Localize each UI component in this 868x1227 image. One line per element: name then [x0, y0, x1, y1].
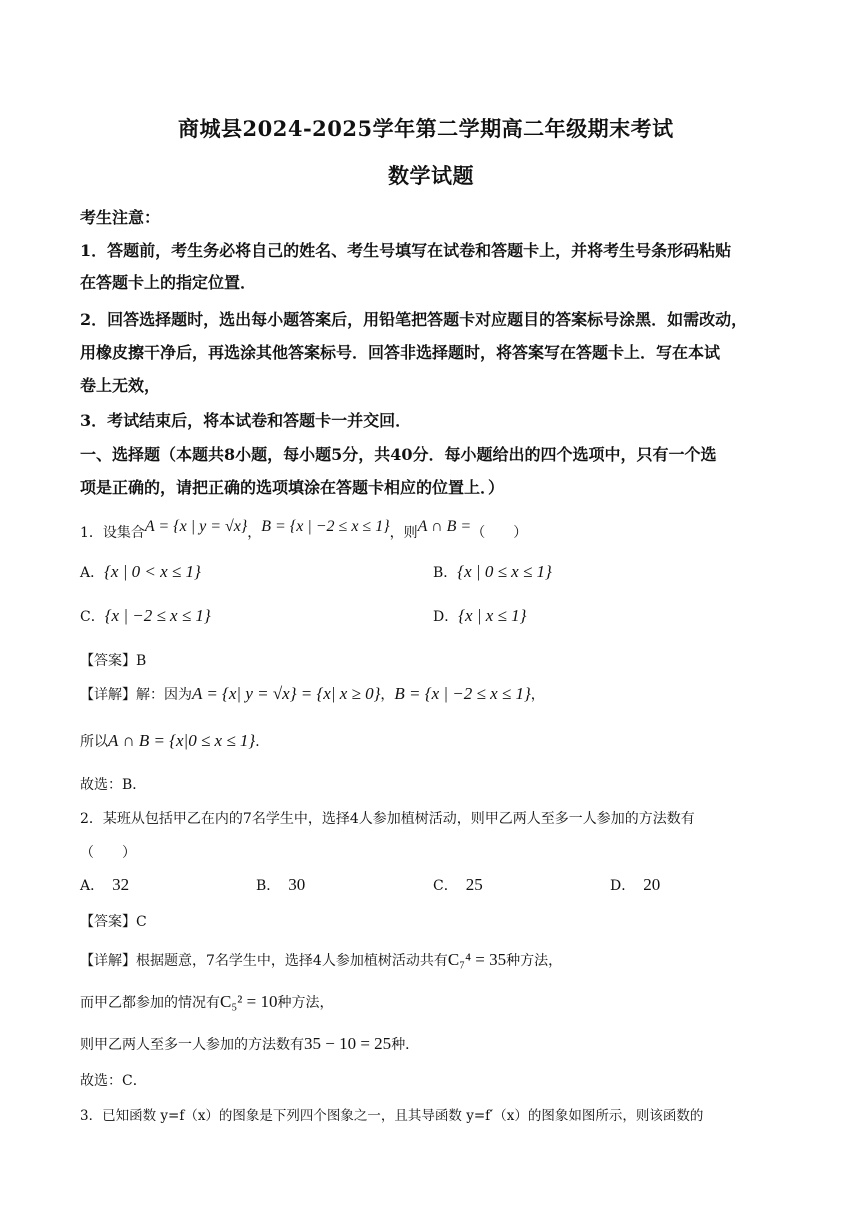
notice-item-1-line-2: 在答题卡上的指定位置．	[80, 273, 257, 292]
q2-stem-line-2: （ ）	[80, 845, 136, 861]
q3-stem-line-1: 3．已知函数 y=f（x）的图象是下列四个图象之一，且其导函数 y=f′（x）的图象如图所示，则该函数的	[80, 1108, 704, 1124]
q2-choice: 故选：C．	[80, 1073, 147, 1089]
q1-prefix: 1．设集合	[80, 525, 145, 541]
exam-subtitle: 数学试题	[388, 163, 474, 188]
notice-item-2-line-2: 用橡皮擦干净后，再选涂其他答案标号．回答非选择题时，将答案写在答题卡上．写在本试	[80, 343, 721, 362]
section-1-heading-line-1: 一、选择题（本题共8小题，每小题5分，共40分．每小题给出的四个选项中，只有一个选	[80, 445, 717, 464]
q1-option-b	[433, 562, 552, 582]
q2-detail-1	[80, 950, 562, 970]
q2-option-c-value: 25	[465, 875, 483, 894]
q2-option-a-label: A．	[80, 878, 105, 894]
q1-answer: 【答案】B	[80, 653, 147, 669]
q1-detail-set-a: A = {x| y = √x} = {x| x ≥ 0}	[192, 684, 381, 703]
notice-item-1-line-1: 1．答题前，考生务必将自己的姓名、考生号填写在试卷和答题卡上，并将考生号条形码粘贴	[80, 241, 732, 260]
q1-detail-set-b: B = {x | −2 ≤ x ≤ 1}	[394, 684, 531, 703]
q2-option-d-value: 20	[643, 875, 661, 894]
q1-detail	[80, 684, 545, 704]
q1-stem	[80, 518, 528, 542]
q1-option-d-value: {x | x ≤ 1}	[458, 606, 527, 625]
q2-detail-3	[80, 1034, 419, 1054]
section-1-heading-line-2: 项是正确的，请把正确的选项填涂在答题卡相应的位置上．）	[80, 478, 505, 497]
q1-detail-end: ，	[530, 687, 545, 703]
q1-sep: ，	[247, 525, 262, 541]
q2-detail-2-expr: C₅² = 10	[220, 992, 278, 1011]
q1-set-b: B = {x | −2 ≤ x ≤ 1}	[261, 518, 390, 535]
q1-option-c-value: {x | −2 ≤ x ≤ 1}	[104, 606, 211, 625]
q2-option-a-value: 32	[112, 875, 130, 894]
notice-item-2-line-1: 2．回答选择题时，选出每小题答案后，用铅笔把答题卡对应题目的答案标号涂黑．如需改动，	[80, 310, 748, 329]
q1-option-c	[80, 606, 211, 626]
q2-answer: 【答案】C	[80, 914, 147, 930]
q1-so-end: ．	[255, 734, 270, 750]
q1-option-b-label: B．	[433, 565, 458, 581]
q1-option-a-label: A．	[80, 565, 105, 581]
q1-option-c-label: C．	[80, 609, 105, 625]
q2-option-c	[433, 875, 483, 895]
q2-option-d	[610, 875, 660, 895]
q1-option-a	[80, 562, 201, 582]
q1-conclusion	[80, 731, 269, 751]
q1-so-prefix: 所以	[80, 734, 108, 750]
q1-option-a-value: {x | 0 < x ≤ 1}	[104, 562, 201, 581]
notice-item-3: 3．考试结束后，将本试卷和答题卡一并交回．	[80, 411, 412, 430]
notice-heading: 考生注意：	[80, 208, 161, 227]
q1-option-b-value: {x | 0 ≤ x ≤ 1}	[457, 562, 552, 581]
q2-option-b-label: B．	[256, 878, 281, 894]
q2-option-a	[80, 875, 129, 895]
q2-detail-2	[80, 992, 333, 1012]
q2-detail-2-end: 种方法，	[277, 995, 334, 1011]
q1-expr: A ∩ B =	[417, 518, 472, 535]
q2-option-b	[256, 875, 305, 895]
q1-choice: 故选：B．	[80, 777, 147, 793]
q2-detail-3-expr: 35 − 10 = 25	[304, 1034, 392, 1053]
q2-option-c-label: C．	[433, 878, 458, 894]
notice-item-2-line-3: 卷上无效，	[80, 376, 161, 395]
q2-detail-3-prefix: 则甲乙两人至多一人参加的方法数有	[80, 1037, 304, 1053]
q2-detail-3-end: 种．	[391, 1037, 420, 1053]
q1-option-d	[433, 606, 526, 626]
exam-title: 商城县2024-2025学年第二学期高二年级期末考试	[178, 116, 674, 141]
q1-detail-prefix: 【详解】解：因为	[80, 687, 192, 703]
q2-detail-2-prefix: 而甲乙都参加的情况有	[80, 995, 220, 1011]
q1-paren: （ ）	[471, 525, 528, 541]
q2-stem-line-1: 2．某班从包括甲乙在内的7名学生中，选择4人参加植树活动，则甲乙两人至多一人参加的方法数有	[80, 811, 695, 827]
q1-so-expr: A ∩ B = {x|0 ≤ x ≤ 1}	[108, 731, 256, 750]
q2-option-d-label: D．	[610, 878, 636, 894]
q2-detail-1-end: 种方法，	[506, 953, 563, 969]
q1-option-d-label: D．	[433, 609, 459, 625]
q1-detail-sep: ，	[380, 687, 395, 703]
q2-detail-1-prefix: 【详解】根据题意，7名学生中，选择4人参加植树活动共有	[80, 953, 448, 969]
q1-set-a: A = {x | y = √x}	[144, 518, 248, 535]
q1-then: ，则	[389, 525, 418, 541]
q2-option-b-value: 30	[288, 875, 306, 894]
q2-detail-1-expr: C₇⁴ = 35	[447, 950, 507, 969]
